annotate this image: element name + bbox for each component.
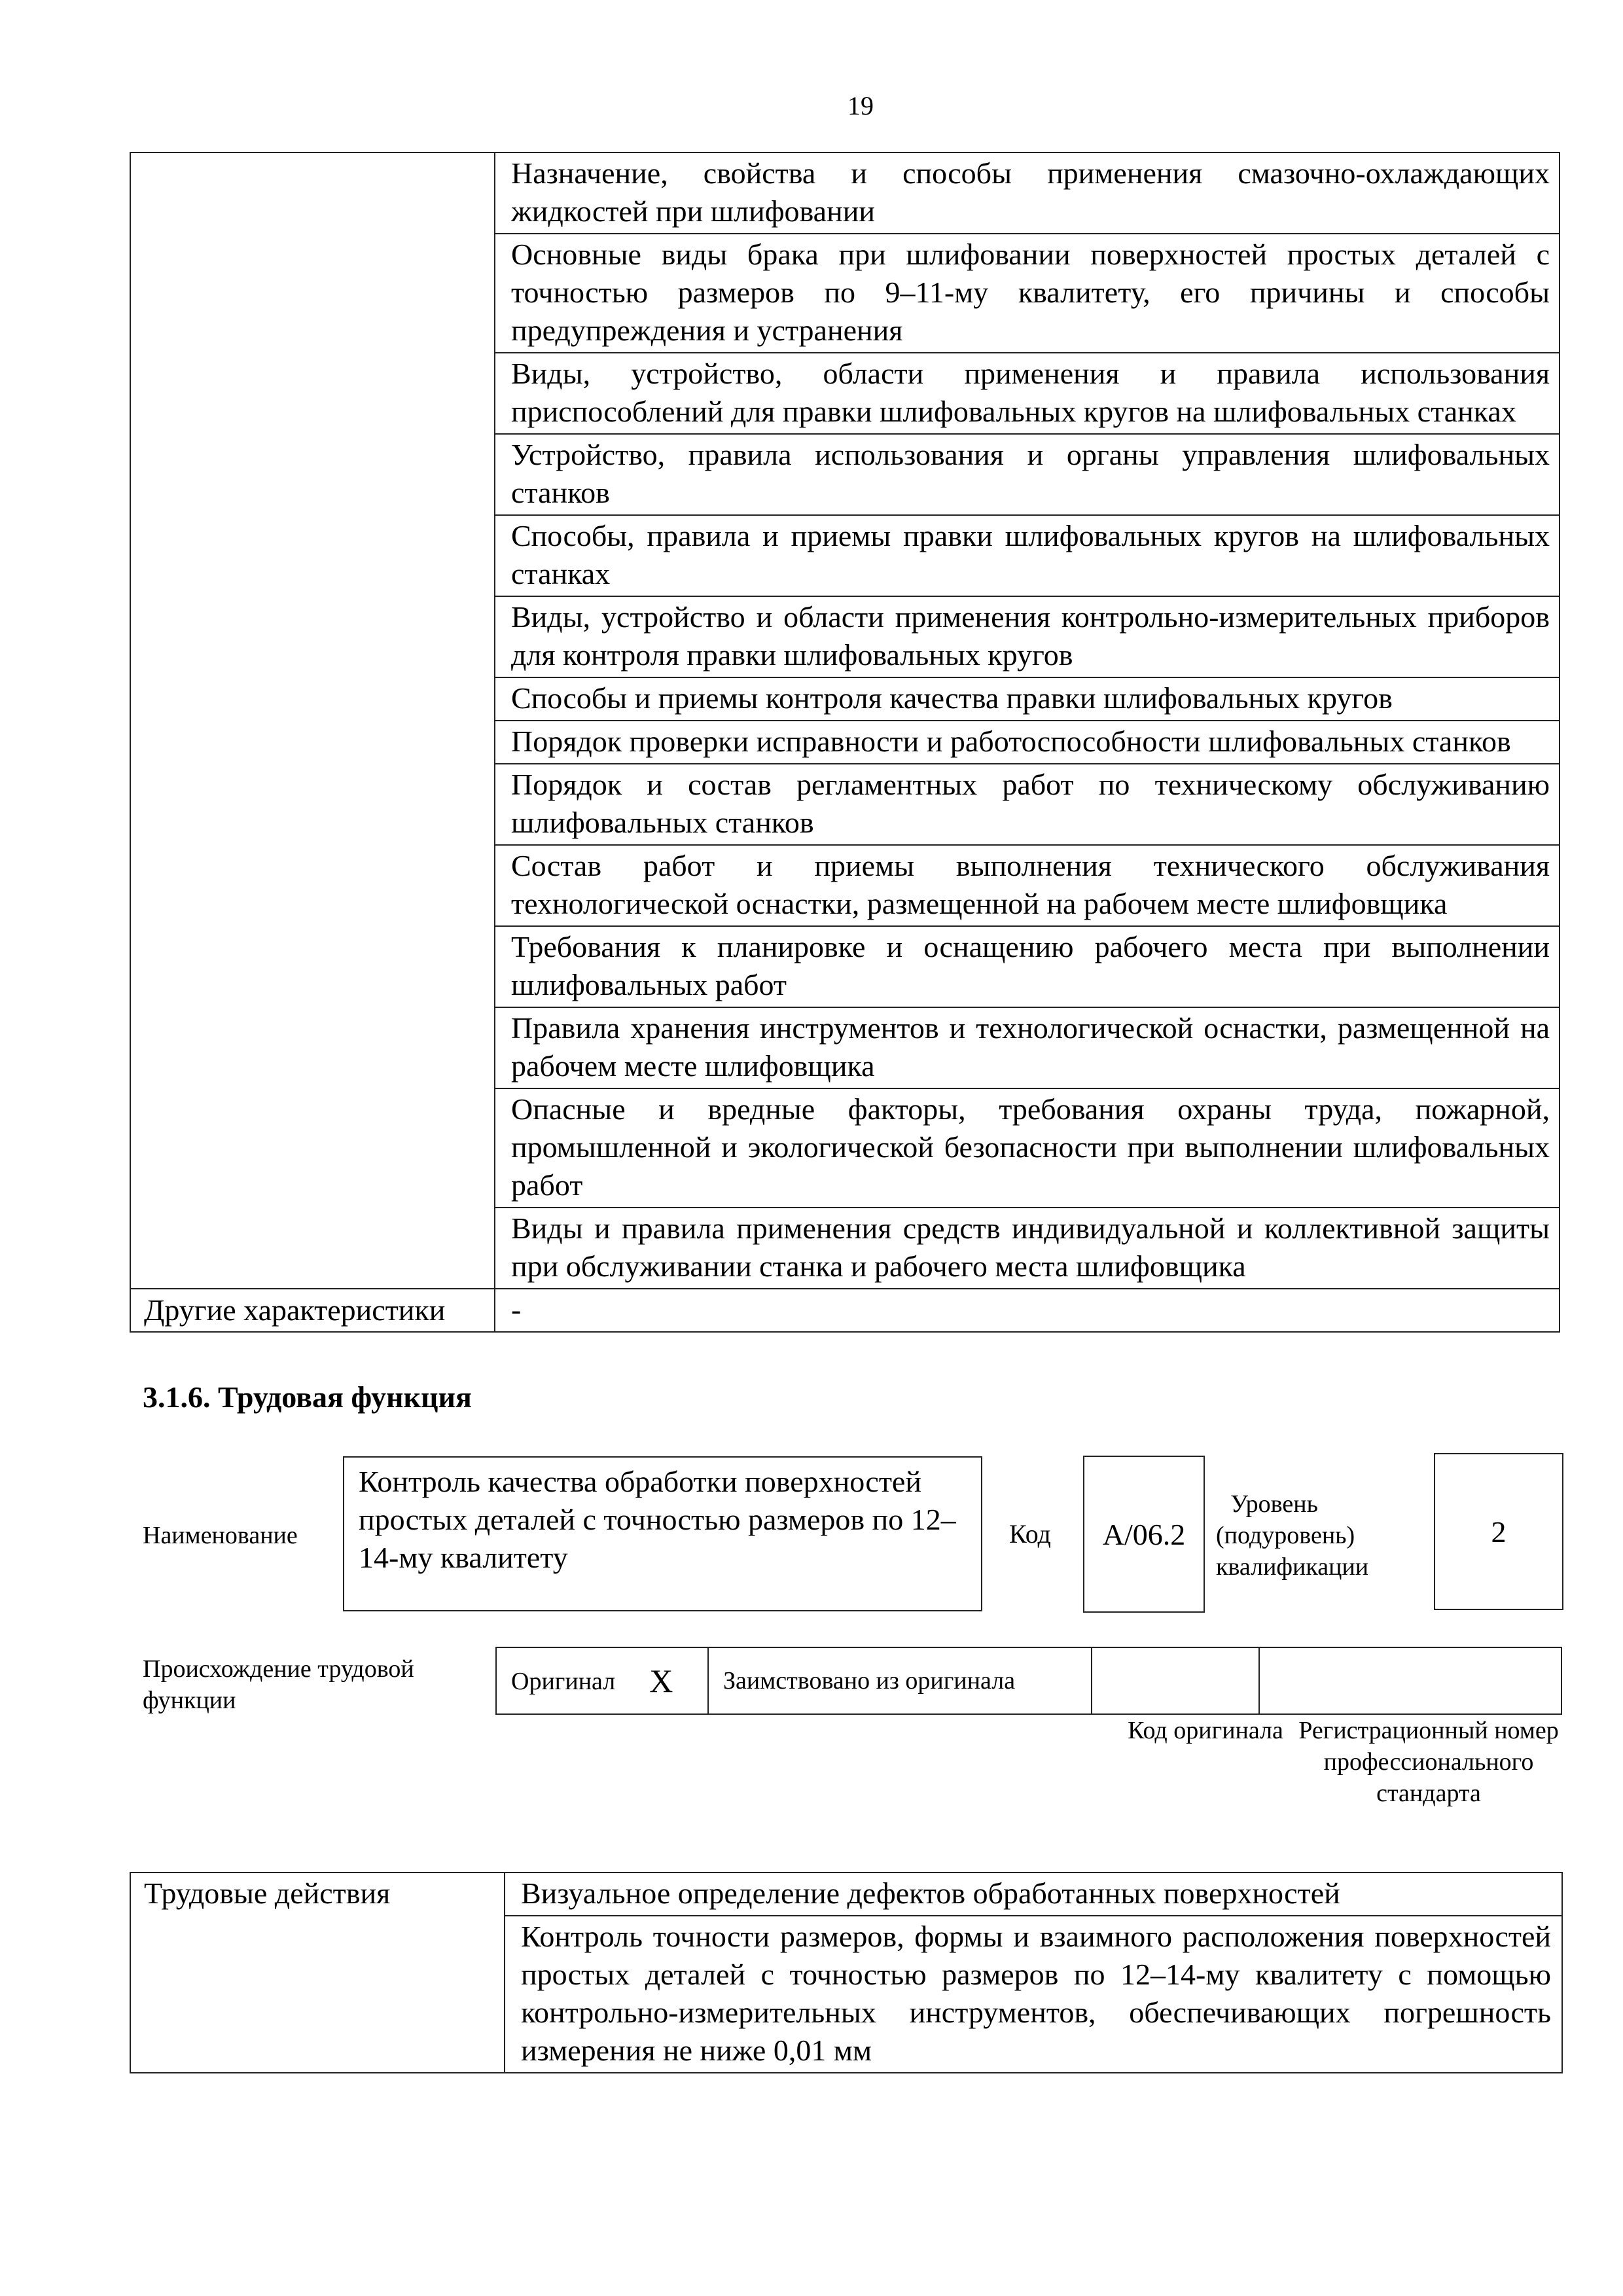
labor-actions-table (130, 1872, 1563, 2073)
table-row (130, 1289, 1560, 1332)
knowledge-item: Способы и приемы контроля качества правки шлифовальных кругов (495, 677, 1560, 721)
code-label: Код (1009, 1519, 1051, 1549)
origin-table (495, 1647, 1562, 1715)
level-label: Уровень (подуровень) квалификации (1216, 1490, 1369, 1581)
page-number: 19 (847, 91, 874, 120)
table-row (496, 1647, 1561, 1714)
knowledge-item: Порядок проверки исправности и работоспособности шлифовальных станков (495, 721, 1560, 764)
original-code-caption: Код оригинала (1128, 1717, 1283, 1744)
original-mark: X (649, 1662, 673, 1699)
knowledge-item: Правила хранения инструментов и технологической оснастки, размещенной на рабочем месте шлифовщика (495, 1007, 1560, 1088)
knowledge-item: Состав работ и приемы выполнения технического обслуживания технологической оснастки, размещенной на рабочем месте шлифовщика (495, 845, 1560, 926)
original-label: Оригинал (511, 1668, 616, 1695)
table-row (130, 1873, 1562, 1916)
labor-action-item: Контроль точности размеров, формы и взаимного расположения поверхностей простых деталей с точностью размеров по 12–14-му квалитету с помощью контрольно-измерительных инструментов, обеспечивающих погрешность измерения не ниже 0,01 мм (505, 1916, 1562, 2073)
knowledge-item: Виды, устройство, области применения и правила использования приспособлений для правки шлифовальных кругов на шлифовальных станках (495, 353, 1560, 434)
section-title: 3.1.6. Трудовая функция (143, 1380, 472, 1414)
knowledge-item: Виды, устройство и области применения контрольно-измерительных приборов для контроля правки шлифовальных кругов (495, 596, 1560, 677)
labor-actions-label: Трудовые действия (130, 1873, 505, 2073)
knowledge-item: Порядок и состав регламентных работ по техническому обслуживанию шлифовальных станков (495, 764, 1560, 845)
knowledge-item: Требования к планировке и оснащению рабочего места при выполнении шлифовальных работ (495, 926, 1560, 1007)
knowledge-table (130, 152, 1560, 1333)
knowledge-label-cell (130, 152, 495, 1289)
function-level-box: 2 (1434, 1453, 1563, 1610)
labor-action-item: Визуальное определение дефектов обработанных поверхностей (505, 1873, 1562, 1916)
knowledge-item: Опасные и вредные факторы, требования охраны труда, пожарной, промышленной и экологической безопасности при выполнении шлифовальных работ (495, 1088, 1560, 1208)
original-cell (496, 1647, 708, 1714)
knowledge-item: Устройство, правила использования и органы управления шлифовальных станков (495, 434, 1560, 515)
borrowed-label: Заимствовано из оригинала (708, 1647, 1092, 1714)
other-characteristics-value: - (495, 1289, 1560, 1332)
knowledge-item: Основные виды брака при шлифовании поверхностей простых деталей с точностью размеров по 9–11-му квалитету, его причины и способы предупреждения и устранения (495, 234, 1560, 353)
knowledge-item: Назначение, свойства и способы применения смазочно-охлаждающих жидкостей при шлифовании (495, 152, 1560, 234)
origin-label: Происхождение трудовой функции (143, 1655, 414, 1714)
function-name-box: Контроль качества обработки поверхностей простых деталей с точностью размеров по 12–14-му квалитету (343, 1456, 982, 1611)
knowledge-item: Виды и правила применения средств индивидуальной и коллективной защиты при обслуживании станка и рабочего места шлифовщика (495, 1208, 1560, 1289)
name-label: Наименование (143, 1522, 298, 1549)
reg-number-caption: Регистрационный номер профессионального стандарта (1298, 1717, 1559, 1807)
knowledge-item: Способы, правила и приемы правки шлифовальных кругов на шлифовальных станках (495, 515, 1560, 596)
original-code-cell (1092, 1647, 1259, 1714)
function-code-box: A/06.2 (1083, 1456, 1205, 1613)
table-row (130, 152, 1560, 234)
reg-number-cell (1259, 1647, 1561, 1714)
other-characteristics-label: Другие характеристики (130, 1289, 495, 1332)
